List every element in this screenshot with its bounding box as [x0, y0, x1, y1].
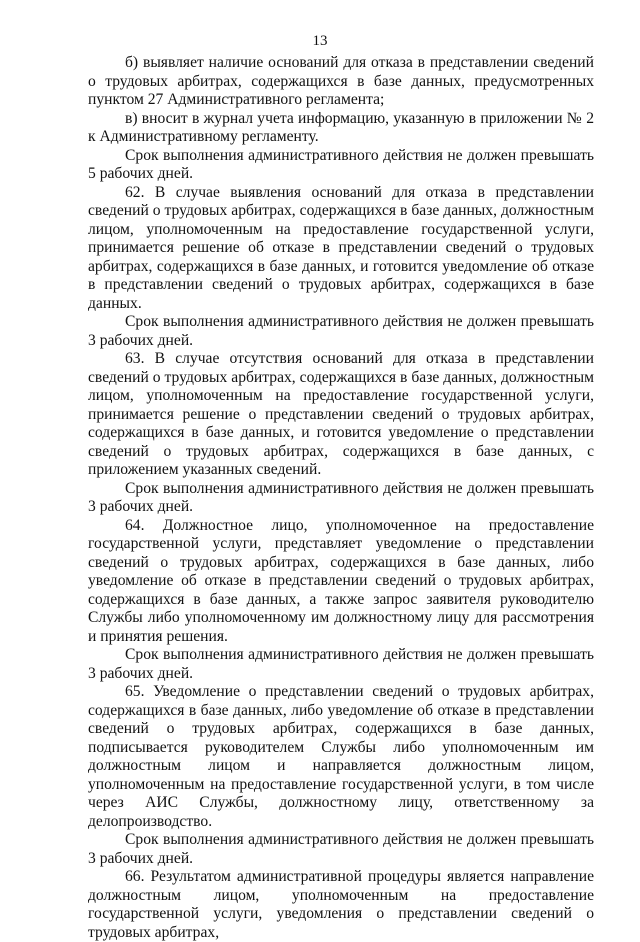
item-65: 65. Уведомление о представлении сведений о трудовых арбитрах, содержащихся в базе данных, либо уведомление об отказе в представлении сведений о трудовых арбитрах, содержащихся в базе данных, подписывается руководителем Службы либо уполномоченным им должностным лицом и направляется должностным лицом, уполномоченным на предоставление государственной услуги, в том числе через АИС Службы, должностному лицу, ответственному за делопроизводство.	[88, 683, 594, 830]
item-66: 66. Результатом административной процедуры является направление должностным лицом, уполномоченным на предоставление государственной услуги, уведомления о представлении сведений о трудовых арбитрах,	[88, 868, 594, 941]
item-62: 62. В случае выявления оснований для отказа в представлении сведений о трудовых арбитрах, содержащихся в базе данных, должностным лицом, уполномоченным на предоставление государственной услуги, принимается решение об отказе в представлении сведений о трудовых арбитрах, содержащихся в базе данных, и готовится уведомление об отказе в представлении сведений о трудовых арбитрах, содержащихся в базе данных.	[88, 183, 594, 312]
page-number: 13	[312, 33, 328, 49]
item-64: 64. Должностное лицо, уполномоченное на предоставление государственной услуги, представляет уведомление о представлении сведений о трудовых арбитрах, содержащихся в базе данных, либо уведомление об отказе в представлении сведений о трудовых арбитрах, содержащихся в базе данных, а также запрос заявителя руководителю Службы либо уполномоченному им должностному лицу для рассмотрения и принятия решения.	[88, 516, 594, 645]
deadline-note: Срок выполнения административного действия не должен превышать 3 рабочих дней.	[88, 313, 594, 349]
deadline-note: Срок выполнения административного действия не должен превышать 5 рабочих дней.	[88, 146, 594, 182]
deadline-note: Срок выполнения административного действия не должен превышать 3 рабочих дней.	[88, 479, 594, 515]
deadline-note: Срок выполнения административного действия не должен превышать 3 рабочих дней.	[88, 646, 594, 682]
item-63: 63. В случае отсутствия оснований для отказа в представлении сведений о трудовых арбитрах, содержащихся в базе данных, должностным лицом, уполномоченным на предоставление государственной услуги, принимается решение о представлении сведений о трудовых арбитрах, содержащихся в базе данных, и готовится уведомление о представлении сведений о трудовых арбитрах, содержащихся в базе данных, с приложением указанных сведений.	[88, 350, 594, 478]
document-body	[88, 54, 594, 942]
paragraph-b: б) выявляет наличие оснований для отказа в представлении сведений о трудовых арбитрах, содержащихся в базе данных, предусмотренных пунктом 27 Административного регламента;	[88, 54, 594, 108]
paragraph-v: в) вносит в журнал учета информацию, указанную в приложении № 2 к Административному регламенту.	[88, 109, 594, 145]
deadline-note: Срок выполнения административного действия не должен превышать 3 рабочих дней.	[88, 831, 594, 867]
